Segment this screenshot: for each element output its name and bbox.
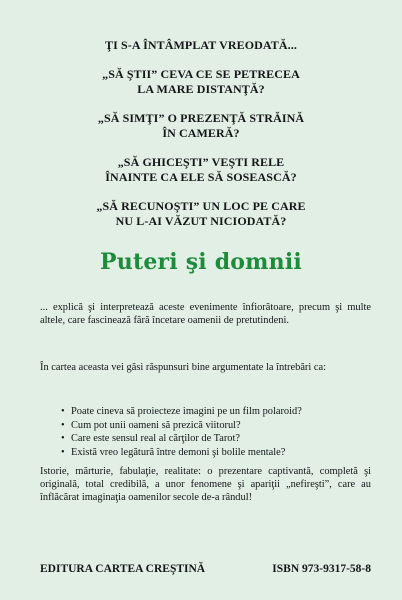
bullet-item [61,419,381,433]
closing-paragraph: Istorie, mărturie, fabulaţie, realitate: o prezentare captivantă, completă şi originală, total credibilă, a unor fenomene şi apariţii „nefireşti”, care au înflăcărat imaginaţia oamenilor secole de-a rândul! [40,466,371,504]
question-item: „SĂ GHICEŞTI” VEŞTI RELE ÎNAINTE CA ELE SĂ SOSEASCĂ? [105,155,297,184]
bullet-item [61,446,381,460]
intro-paragraph: ... explică şi interpretează aceste evenimente înfiorătoare, precum şi multe altele, care fascinează fără încetare oamenii de pretutindeni. [40,302,371,327]
isbn-number: ISBN 973-9317-58-8 [272,563,371,575]
book-title: Puteri şi domnii [100,249,302,275]
bullet-item [61,432,381,446]
questions-intro-paragraph: În cartea aceasta vei găsi răspunsuri bine argumentate la întrebări ca: [40,362,326,373]
bullet-item [61,405,381,419]
question-item: „SĂ SIMŢI” O PREZENŢĂ STRĂINĂ ÎN CAMERĂ? [97,111,305,140]
question-item: „SĂ ŞTII” CEVA CE SE PETRECEA LA MARE DISTANŢĂ? [102,67,300,96]
bullet-icon: • [61,406,65,417]
question-heading: ŢI S-A ÎNTÂMPLAT VREODATĂ... [105,38,297,52]
bullet-text: Care este sensul real al cărţilor de Tarot? [71,433,241,444]
question-item: „SĂ RECUNOŞTI” UN LOC PE CARE NU L-AI VĂZUT NICIODATĂ? [96,199,306,228]
publisher-name: EDITURA CARTEA CREŞTINĂ [40,563,206,575]
bullet-icon: • [61,446,65,458]
questions-block [0,38,402,243]
bullet-text: Există vreo legătură între demoni şi bolile mentale? [71,446,286,458]
bullet-icon: • [61,419,65,431]
bullet-text: Cum pot unii oameni să prezică viitorul? [71,419,241,431]
bullet-icon: • [61,433,65,444]
bullet-list [61,405,381,459]
bullet-text: Poate cineva să proiecteze imagini pe un film polaroid? [71,406,302,417]
